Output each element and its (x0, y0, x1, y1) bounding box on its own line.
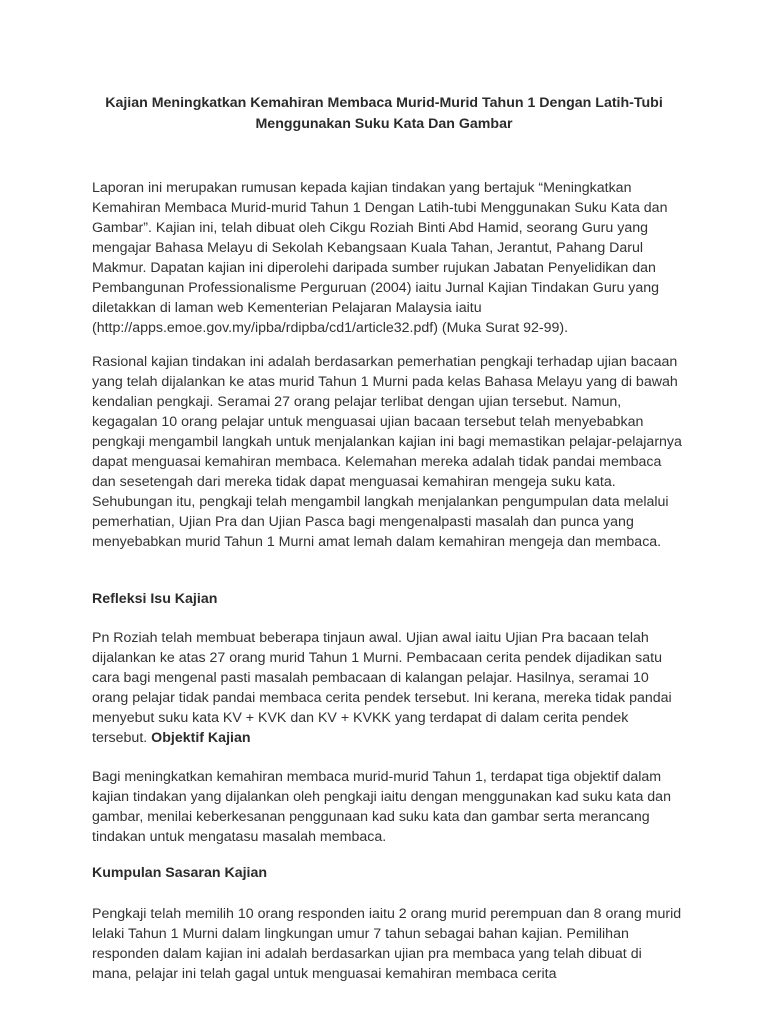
document-title: Kajian Meningkatkan Kemahiran Membaca Murid-Murid Tahun 1 Dengan Latih-Tubi Menggunakan Suku Kata Dan Gambar (105, 95, 663, 132)
paragraph-target-group: Pengkaji telah memilih 10 orang responden iaitu 2 orang murid perempuan dan 8 orang murid lelaki Tahun 1 Murni dalam lingkungan umur 7 tahun sebagai bahan kajian. Pemilihan responden dalam kajian ini adalah berdasarkan ujian pra membaca yang telah dibuat di mana, pelajar ini telah gagal untuk menguasai kemahiran membaca cerita (92, 906, 682, 982)
paragraph-refleksi (92, 628, 682, 748)
paragraph-objectives: Bagi meningkatkan kemahiran membaca murid-murid Tahun 1, terdapat tiga objektif dalam kajian tindakan yang dijalankan oleh pengkaji iaitu dengan menggunakan kad suku kata dan gambar, menilai keberkesanan penggunaan kad suku kata dan gambar serta merancang tindakan untuk mengatasu masalah membaca. (92, 769, 671, 845)
heading-objektif-kajian: Objektif Kajian (151, 730, 251, 746)
heading-refleksi-isu-kajian: Refleksi Isu Kajian (92, 591, 218, 607)
paragraph-refleksi-text: Pn Roziah telah membuat beberapa tinjaun awal. Ujian awal iaitu Ujian Pra bacaan telah dijalankan ke atas 27 orang murid Tahun 1 Murni. Pembacaan cerita pendek dijadikan satu cara bagi mengenal pasti masalah pembacaan di kalangan pelajar. Hasilnya, seramai 10 orang pelajar tidak pandai membaca cerita pendek tersebut. Ini kerana, mereka tidak pandai menyebut suku kata KV + KVK dan KV + KVKK yang terdapat di dalam cerita pendek tersebut. (92, 630, 672, 746)
paragraph-rationale: Rasional kajian tindakan ini adalah berdasarkan pemerhatian pengkaji terhadap ujian bacaan yang telah dijalankan ke atas murid Tahun 1 Murni pada kelas Bahasa Melayu yang di bawah kendalian pengkaji. Seramai 27 orang pelajar terlibat dengan ujian tersebut. Namun, kegagalan 10 orang pelajar untuk menguasai ujian bacaan tersebut telah menyebabkan pengkaji mengambil langkah untuk menjalankan kajian ini bagi memastikan pelajar-pelajarnya dapat menguasai kemahiran membaca. Kelemahan mereka adalah tidak pandai membaca dan sesetengah dari mereka tidak dapat menguasai kemahiran mengeja suku kata. Sehubungan itu, pengkaji telah mengambil langkah menjalankan pengumpulan data melalui pemerhatian, Ujian Pra dan Ujian Pasca bagi mengenalpasti masalah dan punca yang menyebabkan murid Tahun 1 Murni amat lemah dalam kemahiran mengeja dan membaca. (92, 354, 682, 550)
heading-kumpulan-sasaran-kajian: Kumpulan Sasaran Kajian (92, 865, 268, 881)
paragraph-introduction: Laporan ini merupakan rumusan kepada kajian tindakan yang bertajuk “Meningkatkan Kemahiran Membaca Murid-murid Tahun 1 Dengan Latih-tubi Menggunakan Suku Kata dan Gambar”. Kajian ini, telah dibuat oleh Cikgu Roziah Binti Abd Hamid, seorang Guru yang mengajar Bahasa Melayu di Sekolah Kebangsaan Kuala Tahan, Jerantut, Pahang Darul Makmur. Dapatan kajian ini diperolehi daripada sumber rujukan Jabatan Penyelidikan dan Pembangunan Professionalisme Perguruan (2004) iaitu Jurnal Kajian Tindakan Guru yang diletakkan di laman web Kementerian Pelajaran Malaysia iaitu (http://apps.emoe.gov.my/ipba/rdipba/cd1/article32.pdf) (Muka Surat 92-99). (92, 180, 668, 336)
